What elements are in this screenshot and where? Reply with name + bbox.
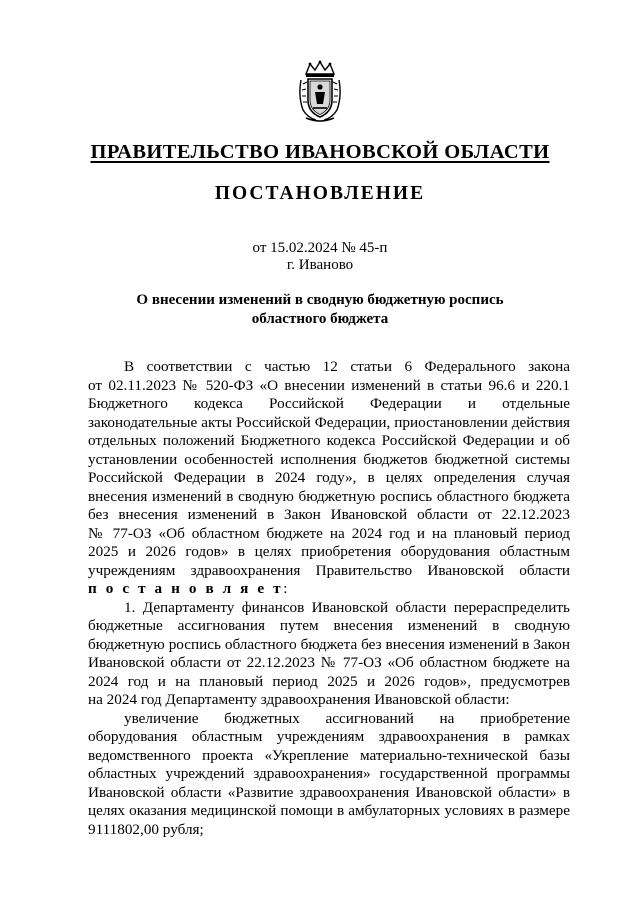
body-line: В соответствии с частью 12 статьи 6 Федерального закона [124,358,570,375]
body-line: от 02.11.2023 № 520-ФЗ «О внесении изменений в статьи 96.6 и 220.1 [88,376,570,394]
body-line: законодательные акты Российской Федерации, приостановлении действия [88,413,570,431]
document-city: г. Иваново [286,257,354,273]
document-heading [0,291,640,329]
resolves-word: п о с т а н о в л я е т [88,580,284,597]
body-line: № 77-ОЗ «Об областном бюджете на 2024 год и на плановый период [88,524,570,542]
ivanovo-coat-of-arms-icon [298,60,342,124]
body-line: Ивановской области «Развитие здравоохранения Ивановской области» в [88,783,570,801]
resolves-colon: : [283,580,288,597]
body-line: Российской Федерации в 2024 году», в целях определения случая [88,469,570,486]
body-line: учреждениям здравоохранения Правительство Ивановской области [88,561,570,579]
document-date-number: от 15.02.2024 № 45-п [252,240,388,256]
document-body [88,358,570,839]
body-line: без внесения изменений в Закон Ивановской области от 22.12.2023 [88,506,570,523]
body-line: бюджетную роспись областного бюджета без внесения изменений в Закон [88,635,570,653]
body-line: областных учреждений здравоохранения» государственной программы [88,765,570,782]
body-line-resolves [88,580,570,599]
body-line: Бюджетного кодекса Российской Федерации и отдельные [88,395,570,412]
body-line: на 2024 год Департаменту здравоохранения Ивановской области: [88,691,510,708]
body-line: установлении особенностей исполнения бюджетов бюджетной системы [88,450,570,468]
government-title: ПРАВИТЕЛЬСТВО ИВАНОВСКОЙ ОБЛАСТИ [90,141,550,163]
body-line: увеличение бюджетных ассигнований на приобретение [124,709,570,727]
body-line: внесения изменений в сводную бюджетную роспись областного бюджета [88,487,570,505]
body-line: отдельных положений Бюджетного кодекса Российской Федерации и об [88,432,570,449]
body-line: целях оказания медицинской помощи в амбулаторных условиях в размере [88,802,570,819]
heading-line: О внесении изменений в сводную бюджетную роспись [136,292,504,308]
body-line: Ивановской области от 22.12.2023 № 77-ОЗ «Об областном бюджете на [88,654,570,671]
document-type: ПОСТАНОВЛЕНИЕ [214,183,426,204]
body-line: 2025 и 2026 годов» в целях приобретения оборудования областным [88,543,570,560]
body-line: бюджетные ассигнования путем внесения изменений в сводную [88,617,570,634]
body-line: ведомственного проекта «Укрепление материально-технической базы [88,746,570,764]
body-line: 1. Департаменту финансов Ивановской области перераспределить [124,598,570,616]
body-line: 2024 год и на плановый период 2025 и 2026 годов», предусмотрев [88,672,570,690]
heading-line: областного бюджета [251,311,389,327]
body-line: оборудования областным учреждениям здравоохранения в рамках [88,728,570,745]
body-line: 9111802,00 рубля; [88,820,204,838]
